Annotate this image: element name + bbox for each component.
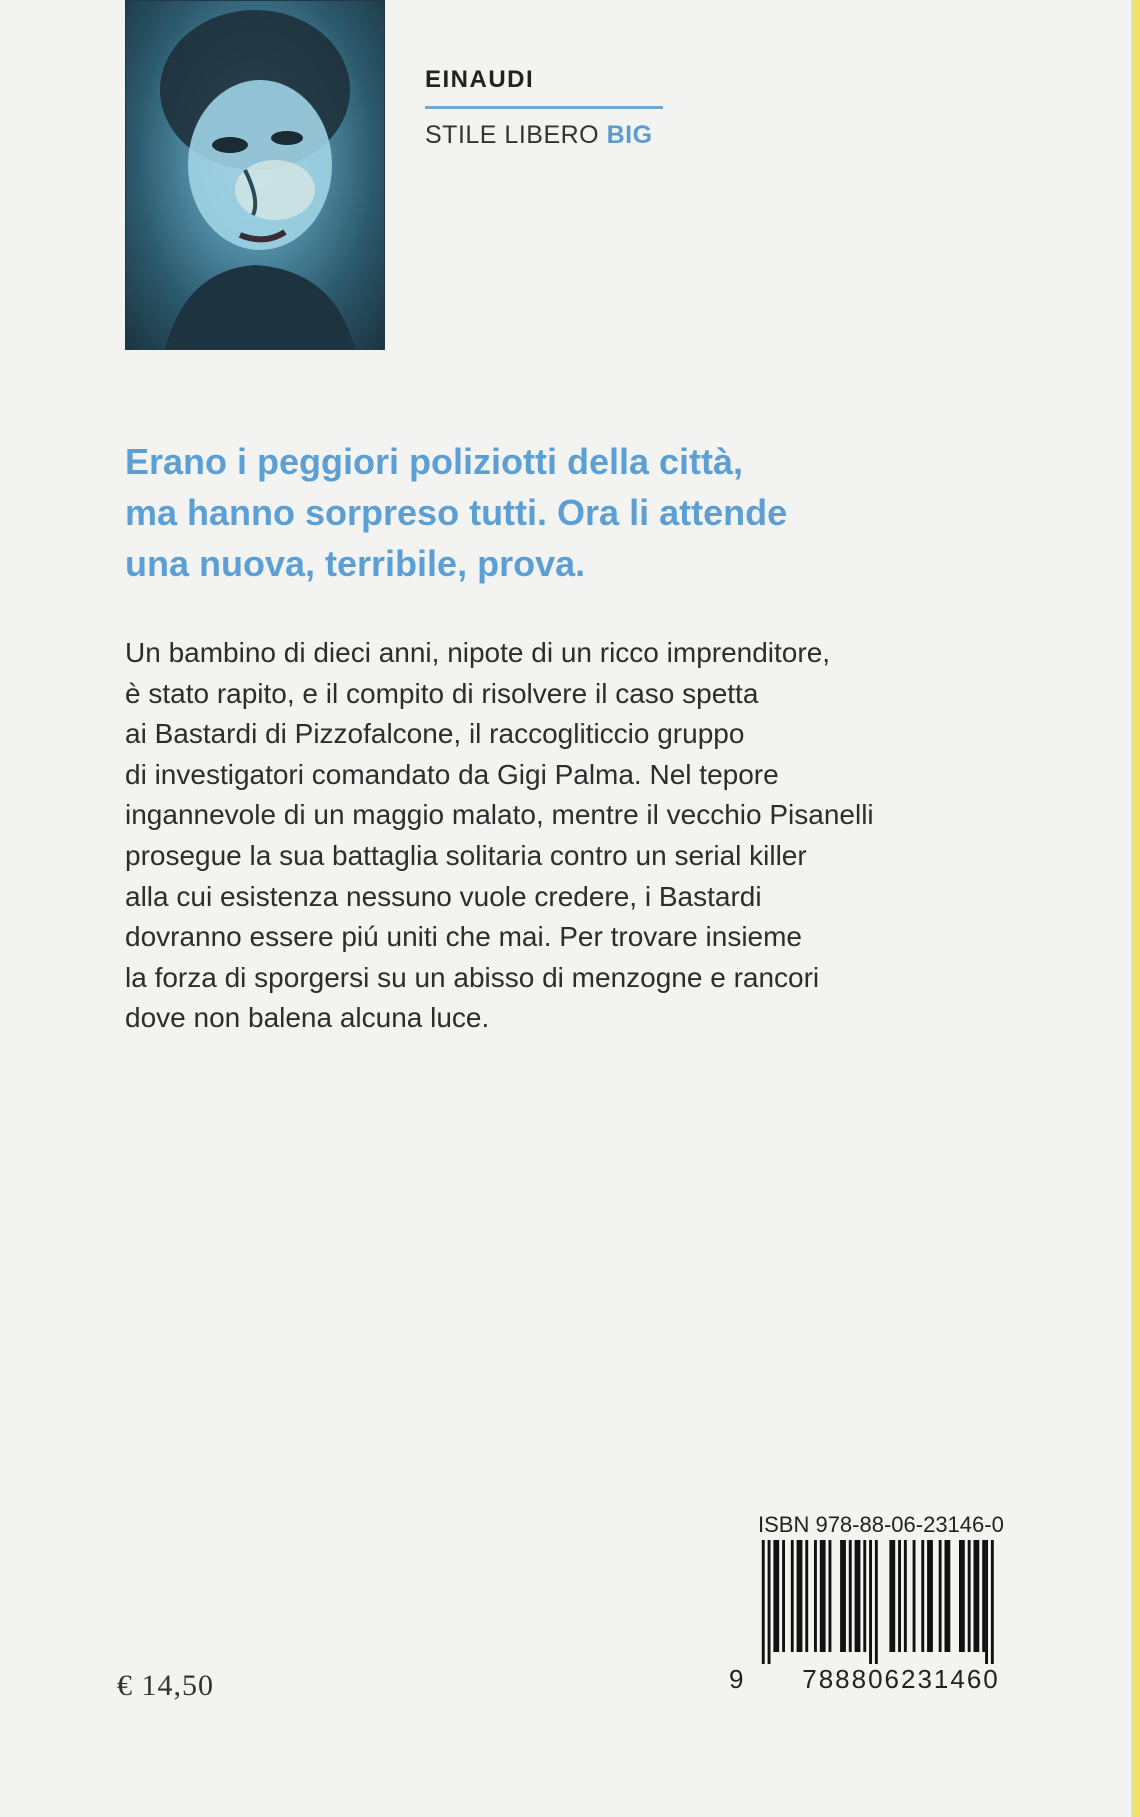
series-prefix: STILE LIBERO — [425, 121, 600, 149]
tagline-line: ma hanno sorpreso tutti. Ora li attende — [125, 492, 788, 533]
barcode-bar — [840, 1540, 846, 1652]
blurb-line: dovranno essere piú uniti che mai. Per trovare insieme — [125, 921, 803, 953]
barcode-bar — [829, 1540, 832, 1652]
barcode-bar — [869, 1540, 872, 1672]
price: € 14,50 — [117, 1669, 214, 1702]
barcode-bar — [913, 1540, 916, 1652]
blurb-line: ai Bastardi di Pizzofalcone, il raccogliticcio gruppo — [125, 718, 745, 750]
barcode-bar — [982, 1540, 985, 1652]
barcode-bar — [814, 1540, 817, 1652]
barcode-bar — [985, 1540, 988, 1672]
barcode-first-digit: 9 — [729, 1664, 744, 1694]
publisher-name: EINAUDI — [425, 66, 535, 93]
barcode-bar — [820, 1540, 826, 1652]
barcode-bar — [782, 1540, 785, 1652]
barcode-bar — [959, 1540, 965, 1652]
blurb-line: ingannevole di un maggio malato, mentre il vecchio Pisanelli — [125, 799, 874, 831]
barcode-bar — [875, 1540, 878, 1672]
barcode-bar — [927, 1540, 933, 1652]
spine-yellow-edge — [1131, 0, 1140, 1817]
barcode — [756, 1540, 1046, 1672]
barcode-bar — [849, 1540, 852, 1652]
blurb-line: di investigatori comandato da Gigi Palma. Nel tepore — [125, 758, 779, 790]
barcode-bar — [863, 1540, 866, 1652]
blurb-line: la forza di sporgersi su un abisso di menzogne e rancori — [125, 961, 820, 993]
barcode-bar — [791, 1540, 794, 1652]
painted-portrait — [125, 0, 385, 350]
blurb-line: dove non balena alcuna luce. — [125, 1002, 490, 1034]
tagline — [125, 436, 1005, 589]
barcode-bar — [898, 1540, 901, 1652]
blurb-line: prosegue la sua battaglia solitaria contro un serial killer — [125, 839, 807, 871]
barcode-digits: 788806231460 — [756, 1664, 1046, 1695]
barcode-bar — [855, 1540, 861, 1652]
publisher-divider — [425, 106, 663, 109]
barcode-bar — [762, 1540, 765, 1672]
cover-painting-image — [125, 0, 385, 350]
series-title — [425, 121, 653, 150]
blurb-paragraph — [125, 633, 1055, 1039]
barcode-bar — [904, 1540, 907, 1652]
barcode-bar — [991, 1540, 994, 1672]
barcode-bar — [797, 1540, 803, 1652]
blurb-line: Un bambino di dieci anni, nipote di un ricco imprenditore, — [125, 637, 831, 668]
series-accent: BIG — [606, 121, 653, 149]
barcode-bar — [968, 1540, 971, 1652]
barcode-bar — [945, 1540, 951, 1652]
barcode-bar — [939, 1540, 942, 1652]
barcode-bar — [768, 1540, 771, 1672]
barcode-bar — [889, 1540, 895, 1652]
barcode-bar — [921, 1540, 924, 1652]
isbn-label: ISBN 978-88-06-23146-0 — [758, 1512, 1004, 1537]
tagline-line: Erano i peggiori poliziotti della città, — [125, 441, 744, 482]
blurb-line: alla cui esistenza nessuno vuole credere, i Bastardi — [125, 880, 762, 912]
barcode-bar — [773, 1540, 779, 1652]
tagline-line: una nuova, terribile, prova. — [125, 543, 586, 584]
barcode-bar — [805, 1540, 808, 1652]
blurb-line: è stato rapito, e il compito di risolvere il caso spetta — [125, 677, 759, 709]
barcode-bar — [974, 1540, 980, 1652]
